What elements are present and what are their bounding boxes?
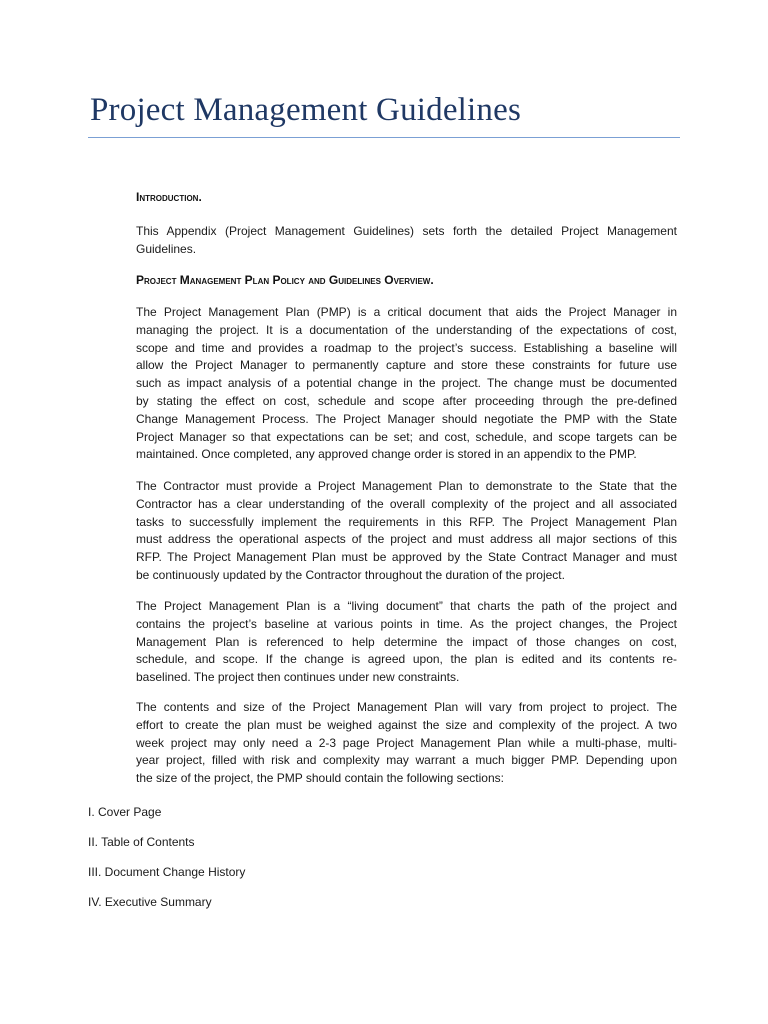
paragraph-line: by stating the effect on cost, schedule and scope after proceeding through the pre-defined — [136, 393, 677, 408]
heading-pmp-overview: Project Management Plan Policy and Guidelines Overview. — [136, 273, 434, 287]
paragraph-line: must address the operational aspects of the project and must address all major sections of this — [136, 532, 677, 547]
paragraph-line: be continuously updated by the Contractor throughout the duration of the project. — [136, 567, 565, 582]
paragraph-line: Project Manager so that expectations can be set; and cost, schedule, and scope targets can be — [136, 429, 677, 444]
paragraph-line: The Project Management Plan is a “living document” that charts the path of the project and — [136, 599, 677, 613]
paragraph-line: maintained. Once completed, any approved change order is stored in an appendix to the PMP. — [136, 447, 637, 462]
paragraph-line: the size of the project, the PMP should contain the following sections: — [136, 771, 504, 786]
paragraph-line: Change Management Process. The Project Manager should negotiate the PMP with the State — [136, 411, 677, 426]
paragraph-line: Guidelines. — [136, 241, 197, 256]
heading-introduction: Introduction. — [136, 190, 202, 204]
paragraph-line: tasks to successfully implement the requirements in this RFP. The Project Management Plan — [136, 514, 677, 529]
paragraph-line: The Contractor must provide a Project Management Plan to demonstrate to the State that the — [136, 479, 677, 493]
paragraph-pmp-definition — [136, 304, 677, 464]
paragraph-line: The contents and size of the Project Management Plan will vary from project to project. The — [136, 700, 677, 714]
paragraph-line: such as impact analysis of a potential change in the project. The change must be documented — [136, 376, 677, 391]
paragraph-line: Contractor has a clear understanding of the overall complexity of the project and all associated — [136, 496, 677, 511]
paragraph-contents-size — [136, 699, 677, 788]
paragraph-living-document — [136, 598, 677, 687]
paragraph-line: week project may only need a 2-3 page Project Management Plan while a multi-phase, multi- — [136, 735, 677, 750]
paragraph-line: managing the project. It is a documentation of the understanding of the expectations of cost, — [136, 322, 677, 337]
paragraph-line: This Appendix (Project Management Guidelines) sets forth the detailed Project Management — [136, 224, 677, 238]
section-list-item: I. Cover Page — [88, 805, 162, 819]
section-list-item: IV. Executive Summary — [88, 895, 212, 909]
paragraph-line: contains the project’s baseline at various points in time. As the project changes, the Project — [136, 616, 677, 631]
paragraph-line: allow the Project Manager to permanently capture and store these constraints for future use — [136, 358, 677, 373]
section-list-item: II. Table of Contents — [88, 835, 195, 849]
paragraph-line: Management Plan is referenced to help determine the impact of those changes on cost, — [136, 634, 677, 649]
paragraph-contractor — [136, 478, 677, 585]
section-list-item: III. Document Change History — [88, 865, 246, 879]
paragraph-line: baselined. The project then continues under new constraints. — [136, 670, 460, 685]
paragraph-line: year project, filled with risk and complexity may warrant a much bigger PMP. Depending upon — [136, 753, 677, 768]
paragraph-line: effort to create the plan must be weighed against the size and complexity of the project. A two — [136, 717, 677, 732]
paragraph-line: scope and time and provides a roadmap to the project’s success. Establishing a baseline will — [136, 340, 677, 355]
document-title: Project Management Guidelines — [90, 92, 522, 128]
paragraph-intro — [136, 223, 677, 259]
paragraph-line: The Project Management Plan (PMP) is a critical document that aids the Project Manager in — [136, 305, 677, 319]
paragraph-line: RFP. The Project Management Plan must be approved by the State Contract Manager and must — [136, 550, 677, 565]
title-underline — [88, 137, 680, 138]
paragraph-line: schedule, and scope. If the change is agreed upon, the plan is edited and its contents re- — [136, 652, 677, 667]
